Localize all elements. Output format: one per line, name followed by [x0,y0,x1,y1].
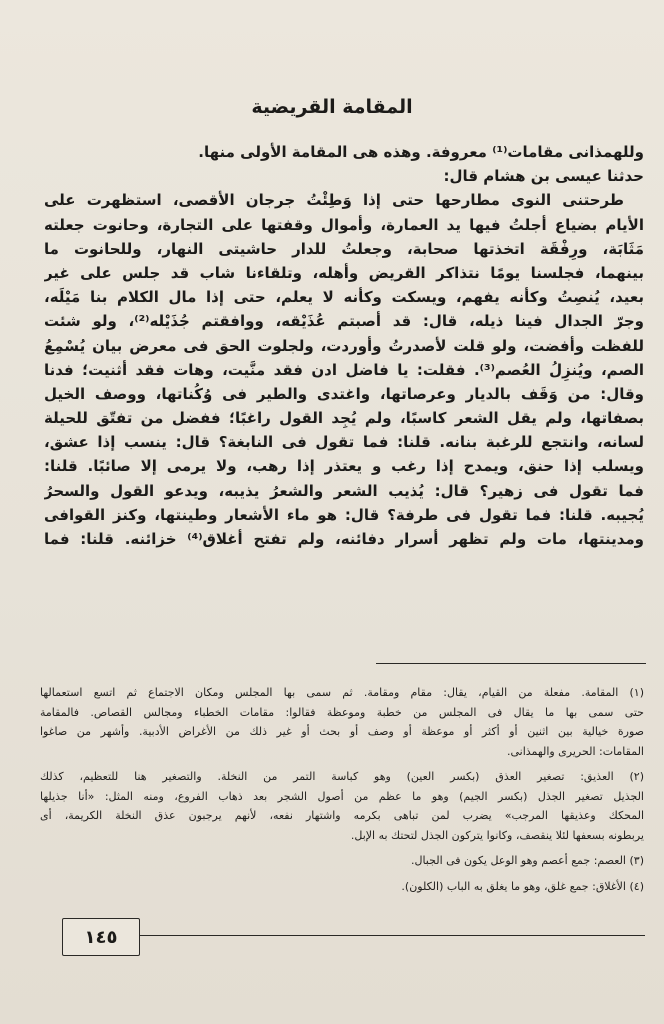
footnote-line: صورة خيالية بين اثنين أو أكثر أو موعظة أو وصف أو بحث أو غير ذلك من الأغراض الأدبية. وأشهر من صاغوا [40,725,644,738]
footnote-line: (٣) العصم: جمع أعصم وهو الوعل يكون فى الجبال. [410,854,644,867]
footnote [40,683,644,761]
footnote [40,767,644,845]
text-line: ويسلب إذا حنق، ويمدح إذا رغب و يعتذر إذا رهب، ولا يرمى إلا صائبًا. قلنا: [44,457,644,476]
footnote-line: المحكك وعذيقها المرجب» يضرب لمن تباهى بكرمه واشتهار نفعه، لأنهم يرجبون عذق النخلة الكريمة، أى [40,809,644,822]
text-line: مَثَابَة، ورِفْقَة اتخذتها صحابة، وجعلتُ للدار حاشيتى النهار، وللحانوت ما [44,239,644,258]
main-text [44,140,644,551]
page-number: ١٤٥ [62,918,140,956]
text-line: حدثنا عيسى بن هشام قال: [443,167,644,186]
text-line: طرحتنى النوى مطارحها حتى إذا وَطِئْتُ جرجان الأقصى، استظهرت على [44,191,624,210]
text-line: للفظت وأفضت، ولو قلت لأصدرتُ وأوردت، ولجلوت الحق فى معرض بيان يُسْمِعُ [44,336,644,355]
text-line: الصم، ويُنزِلُ العُصم⁽³⁾. فقلت: يا فاضل ادن فقد منَّيت، وهات فقد أثنيت؛ فدنا [44,360,644,379]
footnote [40,851,644,871]
text-line: بينهما، فجلسنا يومًا نتذاكر القريض وأهله، وتلقاءنا شاب قد جلس على غير [44,263,644,282]
text-line: لسانه، وانتجع للرغبة بنانه. قلنا: فما تقول فى النابغة؟ قال: ينسب إذا عشق، [44,433,644,452]
footnote-line: حتى سمى بها ما يقال فى المجلس من خطبة وموعظة فقالوا: مقامات الخطباء ومجالس القصاص. فالمقامة [40,705,644,719]
footnote-line: المقامات: الحريرى والهمذانى. [506,744,644,758]
text-line: ومدينتها، مات ولم تظهر أسرار دفائنه، ولم تفتح أغلاق⁽⁴⁾ خزائنه. قلنا: فما [44,530,644,548]
text-line: الأيام بضياع أجلتُ فيها يد العمارة، وأموال وقفتها على التجارة، وحانوت جعلته [44,215,644,234]
text-line: وجرّ الجدال فينا ذيله، قال: قد أصبتم عُذَيْقه، ووافقتم جُذَيْله⁽²⁾، ولو شئت [44,312,644,331]
text-line: يُجيبه. قلنا: فما تقول فى طرفة؟ قال: هو ماء الأشعار وطينتها، وكنز القوافى [44,505,644,524]
text-line: بصفاتها، ولم يقل الشعر كاسبًا، ولم يُجِد القول راغبًا؛ ففضل من تفتّق للحيلة [44,409,644,428]
footnote-line: (١) المقامة. مفعلة من القيام، يقال: مقام ومقامة. ثم سمى بها المجلس ومكان الاجتماع ثم اتسع استعمالها [40,686,644,699]
footnote-line: (٤) الأغلاق: جمع غلق، وهو ما يغلق به الباب (الكلون). [401,879,644,893]
footnote-line: (٢) العذيق: تصغير العذق (بكسر العين) وهو كباسة التمر من النخلة. والتصغير هنا للتعظيم، كذلك [40,770,644,783]
footnote-line: يربطونه بسعفها لئلا ينقصف، وكانوا يتركون الجذل لتحتك به الإبل. [350,828,644,842]
footnote [40,877,644,897]
text-line: وللهمذانى مقامات⁽¹⁾ معروفة. وهذه هى المقامة الأولى منها. [198,143,644,161]
footnote-line: الجذيل تصغير الجذل (بكسر الجيم) وهو ما عظم من أصول الشجر بعد ذهاب الفروع، ومنه المثل: «أنا جذيلها [40,789,644,803]
text-line: فما تقول فى زهير؟ قال: يُذيب الشعر والشعرُ يذيبه، ويدعو القول والسحرُ [44,481,644,500]
text-line: وقال: من وَقَف بالديار وعرصاتها، واغتدى والطير فى وُكُناتها، ووصف الخيل [44,384,644,403]
page-title: المقامة القريضية [251,96,413,118]
text-line: بعيد، يُنصِتُ وكأنه يفهم، ويسكت وكأنه لا يعلم، حتى إذا مال الكلام بنا مَيْلَه، [44,288,644,307]
footnote-separator [376,663,646,664]
footnotes [40,683,644,896]
folio-rule [140,935,645,936]
